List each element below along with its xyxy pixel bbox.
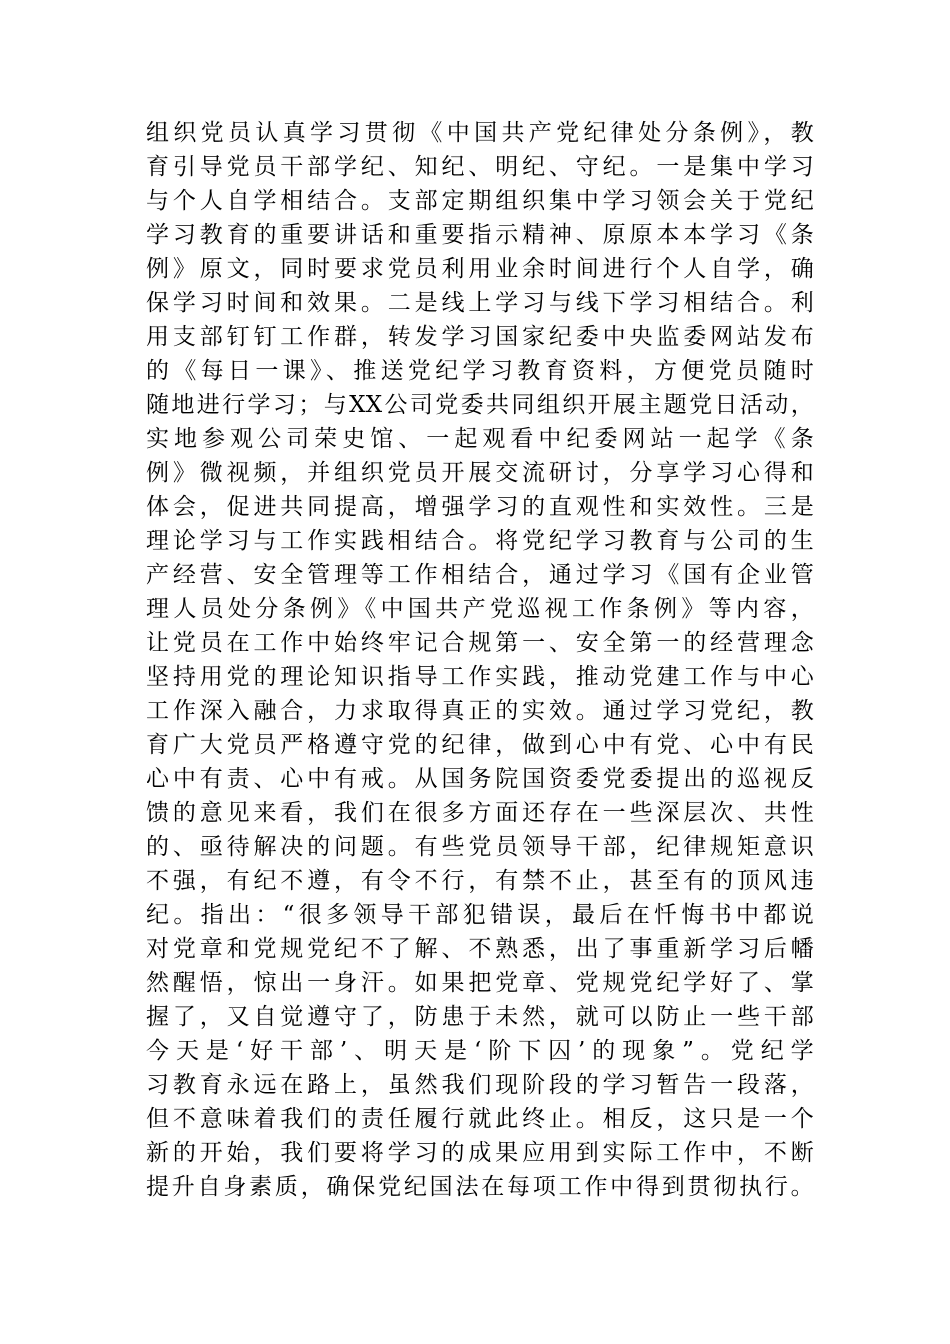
text-line-21: 馈的意见来看，我们在很多方面还存在一些深层次、共性 — [146, 800, 814, 826]
text-line-32: 提升自身素质，确保党纪国法在每项工作中得到贯彻执行。 — [146, 1174, 814, 1200]
text-line-28: 今天是‘好干部’、明天是‘阶下囚’的现象”。党纪学 — [146, 1038, 814, 1064]
text-line-26: 然醒悟，惊出一身汗。如果把党章、党规党纪学好了、掌 — [146, 970, 814, 996]
text-line-17: 坚持用党的理论知识指导工作实践，推动党建工作与中心 — [146, 664, 814, 690]
text-line-14: 产经营、安全管理等工作相结合，通过学习《国有企业管 — [146, 562, 814, 588]
text-line-29: 习教育永远在路上，虽然我们现阶段的学习暂告一段落， — [146, 1072, 814, 1098]
text-line-1: 组织党员认真学习贯彻《中国共产党纪律处分条例》，教 — [146, 120, 814, 146]
text-line-19: 育广大党员严格遵守党的纪律，做到心中有党、心中有民 — [146, 732, 814, 758]
body-text — [146, 116, 814, 1204]
text-line-11: 例》微视频，并组织党员开展交流研讨，分享学习心得和 — [146, 460, 814, 486]
text-line-18: 工作深入融合，力求取得真正的实效。通过学习党纪，教 — [146, 698, 814, 724]
text-line-7: 用支部钉钉工作群，转发学习国家纪委中央监委网站发布 — [146, 324, 814, 350]
text-line-16: 让党员在工作中始终牢记合规第一、安全第一的经营理念 — [146, 630, 814, 656]
text-line-20: 心中有责、心中有戒。从国务院国资委党委提出的巡视反 — [146, 766, 814, 792]
text-line-24: 纪。指出：“很多领导干部犯错误，最后在忏悔书中都说 — [146, 902, 814, 928]
text-line-25: 对党章和党规党纪不了解、不熟悉，出了事重新学习后幡 — [146, 936, 814, 962]
text-line-23: 不强，有纪不遵，有令不行，有禁不止，甚至有的顶风违 — [146, 868, 814, 894]
text-line-22: 的、亟待解决的问题。有些党员领导干部，纪律规矩意识 — [146, 834, 814, 860]
text-line-5: 例》原文，同时要求党员利用业余时间进行个人自学，确 — [146, 256, 814, 282]
text-line-3: 与个人自学相结合。支部定期组织集中学习领会关于党纪 — [146, 188, 814, 214]
text-line-9: 随地进行学习；与XX公司党委共同组织开展主题党日活动， — [146, 392, 814, 418]
text-line-31: 新的开始，我们要将学习的成果应用到实际工作中，不断 — [146, 1140, 814, 1166]
text-line-15: 理人员处分条例》《中国共产党巡视工作条例》等内容， — [146, 596, 814, 622]
text-line-8: 的《每日一课》、推送党纪学习教育资料，方便党员随时 — [146, 358, 814, 384]
text-line-27: 握了，又自觉遵守了，防患于未然，就可以防止一些干部 — [146, 1004, 814, 1030]
text-line-10: 实地参观公司荣史馆、一起观看中纪委网站一起学《条 — [146, 426, 814, 452]
text-line-12: 体会，促进共同提高，增强学习的直观性和实效性。三是 — [146, 494, 814, 520]
text-line-6: 保学习时间和效果。二是线上学习与线下学习相结合。利 — [146, 290, 814, 316]
text-line-13: 理论学习与工作实践相结合。将党纪学习教育与公司的生 — [146, 528, 814, 554]
text-line-4: 学习教育的重要讲话和重要指示精神、原原本本学习《条 — [146, 222, 814, 248]
text-line-2: 育引导党员干部学纪、知纪、明纪、守纪。一是集中学习 — [146, 154, 814, 180]
text-line-30: 但不意味着我们的责任履行就此终止。相反，这只是一个 — [146, 1106, 814, 1132]
